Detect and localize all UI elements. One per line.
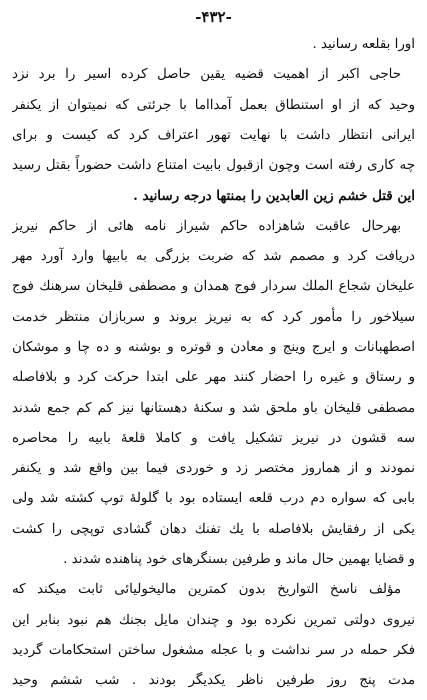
text-line: ایرانی انتظار داشت با نهایت تهور اعتراف کرد که کیست و برای [12,127,415,143]
text-line: و قضایا بهمین حال ماند و طرفین بسنگرهای خود پناهنده شدند . [63,552,415,568]
text-line: این قتل خشم زین العابدین را بمنتها درجه رسانید . [133,188,415,205]
text-line: سیلاخور را مأمور کرد که به نیریز بروند و سربازان منتظر خدمت [12,309,415,325]
text-line: مصطفی قلیخان باو ملحق شد و سکنهٔ دهستانها نیز کم کم جمع شدند [12,400,415,416]
text-line: وحید که از او استنطاق بعمل آمدااما با جرئتی که نمیتوان از یکنفر [12,97,415,113]
text-line: اصطهبانات و ایرج وینج و معادن و قوتره و بوشنه و ده چا و موشکان [12,339,415,355]
text-line: حاجی اکبر از اهمیت قضیه یقین حاصل کرده اسیر را برد نزد [12,67,401,83]
text-line: نیروی دولتی تمرین نکرده بود و چندان مایل بجنك هم نبود بنابر این [12,612,415,628]
text-line: سه قشون در نیریز تشکیل یافت و کاملا قلعهٔ بابیه را محاصره [12,430,415,446]
text-line: بهرحال عاقبت شاهزاده حاکم شیراز نامه هائی از حاکم نیریز [12,218,401,234]
text-line: چه کاری رفته است وچون ازقبول بابیت امتناع داشت حضوراً بقتل رسید [12,158,415,174]
text-line: و رستاق و غیره را احضار کنند مهر علی ابتدا حرکت کرد و بلافاصله [12,370,415,386]
text-line: بابی که سواره دم درب قلعه ایستاده بود با گلولهٔ توپ کشته شد ولی [12,491,415,507]
text-line: مؤلف ناسخ التواریخ بدون کمترین مالیخولیائی ثابت میکند که [12,582,401,598]
text-line: علیخان شجاع الملك سردار فوج همدان و مصطفی قلیخان سرهنك فوج [12,279,415,295]
text-line: اورا بقلعه رسانید . [312,37,415,52]
text-line: مدت پنج روز طرفین ناظر یکدیگر بودند . شب ششم وحید [12,673,415,689]
text-line: دریافت کرد و مصمم شد که ضربت بزرگی به بابیها وارد آورد مهر [12,249,415,265]
page-number: -۴۳۲- [195,8,232,26]
text-line: نمودند و از هماروز مختصر زد و خوردی فیما بین واقع شد و یکنفر [12,461,415,477]
body-text [12,30,415,697]
text-line: فکر حمله در سر نداشت و با عجله مشغول ساختن استحکامات گردید [12,642,415,658]
text-line: یکی از رفقایش بلافاصله با یك تفنك دهان گشادی توپچی را کشت [12,521,415,537]
